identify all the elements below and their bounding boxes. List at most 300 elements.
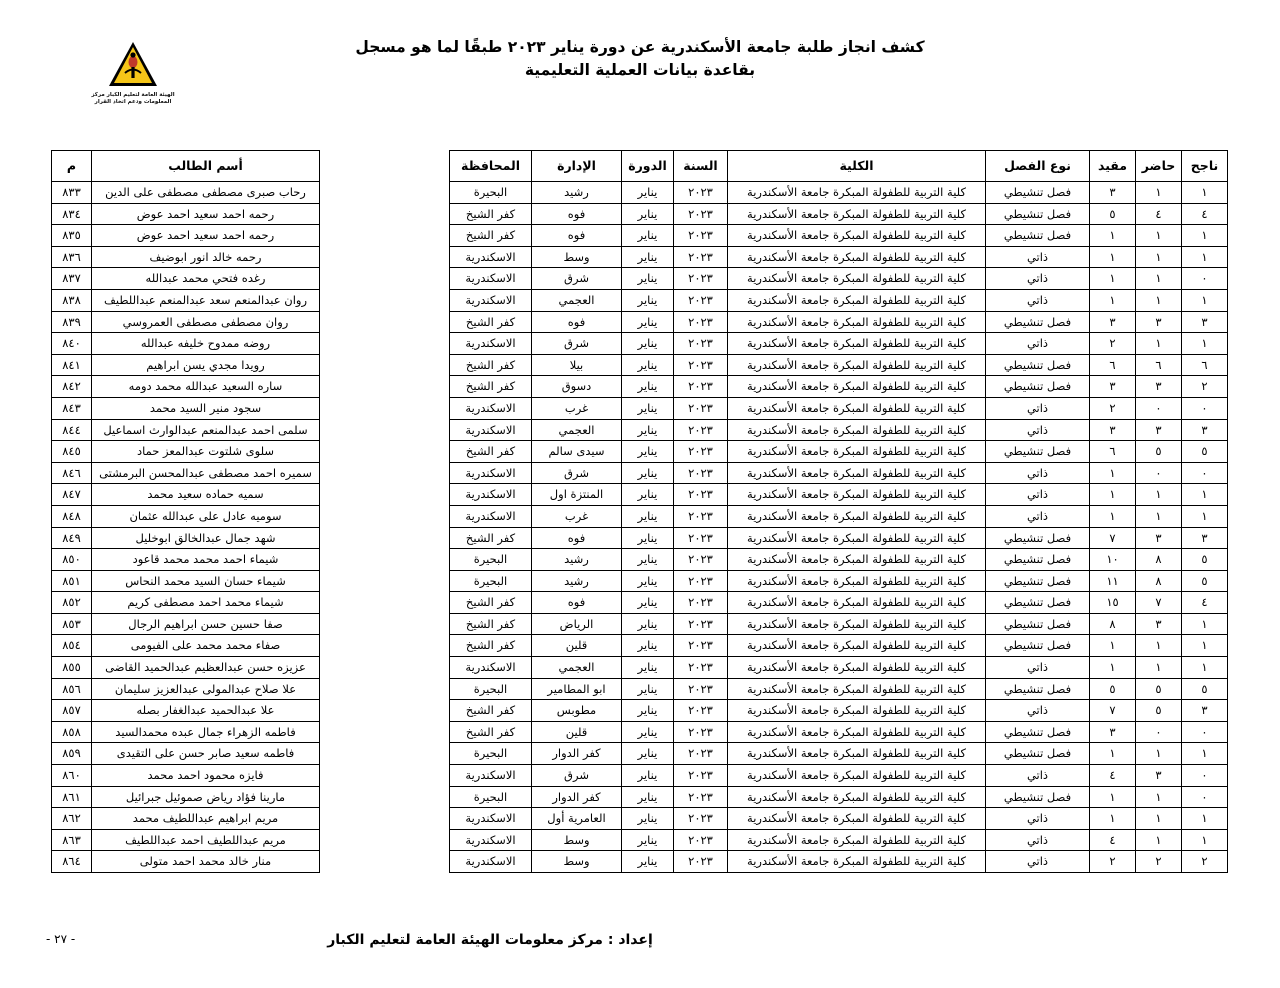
cell-governorate: كفر الشيخ xyxy=(450,635,532,657)
cell-year: ٢٠٢٣ xyxy=(674,441,728,463)
cell-student-name: سميه حماده سعيد محمد xyxy=(92,484,320,506)
cell-class-type: ذاتي xyxy=(986,268,1090,290)
cell-passed: ١ xyxy=(1182,289,1228,311)
cell-spacer xyxy=(320,397,450,419)
cell-administration: كفر الدوار xyxy=(532,786,622,808)
cell-serial: ٨٤٣ xyxy=(52,397,92,419)
cell-enrolled: ١ xyxy=(1090,246,1136,268)
cell-administration: شرق xyxy=(532,462,622,484)
cell-faculty: كلية التربية للطفولة المبكرة جامعة الأسكندرية xyxy=(728,268,986,290)
cell-round: يناير xyxy=(622,527,674,549)
cell-administration: رشيد xyxy=(532,549,622,571)
table-row xyxy=(52,592,1228,614)
cell-enrolled: ١ xyxy=(1090,505,1136,527)
cell-serial: ٨٥٢ xyxy=(52,592,92,614)
cell-administration: كفر الدوار xyxy=(532,743,622,765)
cell-administration: الرياض xyxy=(532,613,622,635)
cell-round: يناير xyxy=(622,441,674,463)
cell-enrolled: ٦ xyxy=(1090,354,1136,376)
cell-student-name: روضه ممدوح خليفه عبدالله xyxy=(92,333,320,355)
cell-spacer xyxy=(320,505,450,527)
cell-spacer xyxy=(320,268,450,290)
cell-enrolled: ١ xyxy=(1090,484,1136,506)
cell-serial: ٨٥٩ xyxy=(52,743,92,765)
cell-attended: ٥ xyxy=(1136,700,1182,722)
column-header-class-type: نوع الفصل xyxy=(986,151,1090,182)
cell-enrolled: ١ xyxy=(1090,808,1136,830)
cell-class-type: ذاتي xyxy=(986,765,1090,787)
cell-faculty: كلية التربية للطفولة المبكرة جامعة الأسكندرية xyxy=(728,462,986,484)
cell-governorate: كفر الشيخ xyxy=(450,311,532,333)
cell-serial: ٨٥٣ xyxy=(52,613,92,635)
cell-class-type: فصل تنشيطي xyxy=(986,311,1090,333)
cell-serial: ٨٦٢ xyxy=(52,808,92,830)
cell-serial: ٨٦٤ xyxy=(52,851,92,873)
cell-year: ٢٠٢٣ xyxy=(674,678,728,700)
cell-faculty: كلية التربية للطفولة المبكرة جامعة الأسكندرية xyxy=(728,613,986,635)
cell-serial: ٨٣٨ xyxy=(52,289,92,311)
cell-governorate: كفر الشيخ xyxy=(450,700,532,722)
cell-class-type: ذاتي xyxy=(986,808,1090,830)
cell-administration: قلين xyxy=(532,635,622,657)
cell-administration: العجمي xyxy=(532,419,622,441)
cell-round: يناير xyxy=(622,635,674,657)
cell-year: ٢٠٢٣ xyxy=(674,376,728,398)
cell-attended: ١ xyxy=(1136,225,1182,247)
cell-passed: ١ xyxy=(1182,635,1228,657)
cell-student-name: روان مصطفى مصطفى العمروسي xyxy=(92,311,320,333)
cell-passed: ١ xyxy=(1182,657,1228,679)
cell-serial: ٨٤٤ xyxy=(52,419,92,441)
cell-enrolled: ٣ xyxy=(1090,376,1136,398)
table-row xyxy=(52,721,1228,743)
cell-attended: ١ xyxy=(1136,268,1182,290)
cell-round: يناير xyxy=(622,203,674,225)
cell-administration: فوه xyxy=(532,527,622,549)
cell-spacer xyxy=(320,354,450,376)
cell-student-name: فاطمه الزهراء جمال عبده محمدالسيد xyxy=(92,721,320,743)
cell-enrolled: ١ xyxy=(1090,743,1136,765)
cell-round: يناير xyxy=(622,397,674,419)
cell-passed: ٥ xyxy=(1182,570,1228,592)
cell-student-name: علا صلاح عبدالمولى عبدالعزيز سليمان xyxy=(92,678,320,700)
cell-student-name: سلمى احمد عبدالمنعم عبدالوارث اسماعيل xyxy=(92,419,320,441)
cell-round: يناير xyxy=(622,657,674,679)
cell-enrolled: ١ xyxy=(1090,786,1136,808)
cell-governorate: الاسكندرية xyxy=(450,484,532,506)
cell-class-type: ذاتي xyxy=(986,462,1090,484)
cell-class-type: ذاتي xyxy=(986,246,1090,268)
table-row xyxy=(52,419,1228,441)
cell-passed: ١ xyxy=(1182,808,1228,830)
cell-administration: رشيد xyxy=(532,570,622,592)
cell-administration: غرب xyxy=(532,397,622,419)
cell-attended: ٣ xyxy=(1136,765,1182,787)
cell-faculty: كلية التربية للطفولة المبكرة جامعة الأسكندرية xyxy=(728,678,986,700)
cell-year: ٢٠٢٣ xyxy=(674,505,728,527)
cell-student-name: رحاب صبرى مصطفى مصطفى على الدين xyxy=(92,182,320,204)
cell-spacer xyxy=(320,333,450,355)
cell-class-type: ذاتي xyxy=(986,829,1090,851)
cell-administration: رشيد xyxy=(532,182,622,204)
cell-enrolled: ٣ xyxy=(1090,311,1136,333)
cell-student-name: مريم ابراهيم عبداللطيف محمد xyxy=(92,808,320,830)
cell-enrolled: ٣ xyxy=(1090,419,1136,441)
cell-student-name: رحمه خالد انور ابوضيف xyxy=(92,246,320,268)
cell-serial: ٨٣٥ xyxy=(52,225,92,247)
cell-attended: ٣ xyxy=(1136,376,1182,398)
cell-spacer xyxy=(320,721,450,743)
cell-enrolled: ٢ xyxy=(1090,397,1136,419)
table-header-row xyxy=(52,151,1228,182)
cell-enrolled: ١ xyxy=(1090,268,1136,290)
cell-class-type: فصل تنشيطي xyxy=(986,721,1090,743)
cell-passed: ٦ xyxy=(1182,354,1228,376)
cell-year: ٢٠٢٣ xyxy=(674,765,728,787)
cell-faculty: كلية التربية للطفولة المبكرة جامعة الأسكندرية xyxy=(728,505,986,527)
cell-faculty: كلية التربية للطفولة المبكرة جامعة الأسكندرية xyxy=(728,441,986,463)
cell-spacer xyxy=(320,462,450,484)
cell-enrolled: ٤ xyxy=(1090,829,1136,851)
cell-enrolled: ٢ xyxy=(1090,333,1136,355)
cell-governorate: الاسكندرية xyxy=(450,397,532,419)
cell-student-name: عزيزه حسن عبدالعظيم عبدالحميد القاضى xyxy=(92,657,320,679)
cell-enrolled: ١ xyxy=(1090,657,1136,679)
cell-attended: ٨ xyxy=(1136,570,1182,592)
cell-serial: ٨٣٧ xyxy=(52,268,92,290)
table-row xyxy=(52,397,1228,419)
cell-serial: ٨٣٩ xyxy=(52,311,92,333)
table-row xyxy=(52,808,1228,830)
cell-round: يناير xyxy=(622,743,674,765)
cell-attended: ١ xyxy=(1136,182,1182,204)
cell-attended: ٣ xyxy=(1136,613,1182,635)
cell-passed: ١ xyxy=(1182,246,1228,268)
cell-passed: ٢ xyxy=(1182,851,1228,873)
cell-passed: ٤ xyxy=(1182,203,1228,225)
cell-passed: ٣ xyxy=(1182,419,1228,441)
cell-round: يناير xyxy=(622,829,674,851)
cell-student-name: علا عبدالحميد عبدالغفار بصله xyxy=(92,700,320,722)
cell-round: يناير xyxy=(622,786,674,808)
cell-class-type: فصل تنشيطي xyxy=(986,592,1090,614)
cell-round: يناير xyxy=(622,613,674,635)
cell-faculty: كلية التربية للطفولة المبكرة جامعة الأسكندرية xyxy=(728,203,986,225)
cell-spacer xyxy=(320,203,450,225)
cell-governorate: الاسكندرية xyxy=(450,419,532,441)
cell-attended: ٥ xyxy=(1136,441,1182,463)
cell-governorate: الاسكندرية xyxy=(450,808,532,830)
cell-governorate: كفر الشيخ xyxy=(450,527,532,549)
cell-year: ٢٠٢٣ xyxy=(674,700,728,722)
table-row xyxy=(52,289,1228,311)
cell-year: ٢٠٢٣ xyxy=(674,786,728,808)
cell-administration: المنتزة اول xyxy=(532,484,622,506)
cell-administration: فوه xyxy=(532,311,622,333)
cell-year: ٢٠٢٣ xyxy=(674,203,728,225)
table-row xyxy=(52,225,1228,247)
table-row xyxy=(52,527,1228,549)
cell-class-type: فصل تنشيطي xyxy=(986,376,1090,398)
cell-round: يناير xyxy=(622,376,674,398)
cell-attended: ٠ xyxy=(1136,721,1182,743)
cell-serial: ٨٥٤ xyxy=(52,635,92,657)
cell-faculty: كلية التربية للطفولة المبكرة جامعة الأسكندرية xyxy=(728,786,986,808)
table-row xyxy=(52,635,1228,657)
cell-passed: ١ xyxy=(1182,743,1228,765)
cell-administration: وسط xyxy=(532,851,622,873)
cell-spacer xyxy=(320,376,450,398)
cell-spacer xyxy=(320,765,450,787)
cell-class-type: ذاتي xyxy=(986,333,1090,355)
cell-passed: ١ xyxy=(1182,225,1228,247)
cell-round: يناير xyxy=(622,182,674,204)
cell-student-name: سجود منير السيد محمد xyxy=(92,397,320,419)
cell-enrolled: ١ xyxy=(1090,225,1136,247)
cell-year: ٢٠٢٣ xyxy=(674,635,728,657)
cell-governorate: البحيرة xyxy=(450,182,532,204)
cell-passed: ١ xyxy=(1182,829,1228,851)
cell-class-type: ذاتي xyxy=(986,657,1090,679)
cell-enrolled: ٣ xyxy=(1090,721,1136,743)
cell-administration: شرق xyxy=(532,765,622,787)
cell-administration: شرق xyxy=(532,268,622,290)
cell-attended: ٣ xyxy=(1136,527,1182,549)
cell-faculty: كلية التربية للطفولة المبكرة جامعة الأسكندرية xyxy=(728,700,986,722)
cell-student-name: رويدا مجدي يسن ابراهيم xyxy=(92,354,320,376)
logo-caption: الهيئة العامة لتعليم الكبار مركز المعلومات ودعم اتخاذ القرار xyxy=(91,92,175,105)
column-header-administration: الإدارة xyxy=(532,151,622,182)
cell-spacer xyxy=(320,678,450,700)
cell-attended: ١ xyxy=(1136,657,1182,679)
cell-year: ٢٠٢٣ xyxy=(674,657,728,679)
cell-faculty: كلية التربية للطفولة المبكرة جامعة الأسكندرية xyxy=(728,376,986,398)
cell-passed: ٥ xyxy=(1182,678,1228,700)
cell-enrolled: ٧ xyxy=(1090,527,1136,549)
cell-governorate: الاسكندرية xyxy=(450,268,532,290)
column-header-attended: حاضر xyxy=(1136,151,1182,182)
cell-faculty: كلية التربية للطفولة المبكرة جامعة الأسكندرية xyxy=(728,657,986,679)
cell-faculty: كلية التربية للطفولة المبكرة جامعة الأسكندرية xyxy=(728,333,986,355)
cell-attended: ١ xyxy=(1136,505,1182,527)
cell-attended: ١ xyxy=(1136,786,1182,808)
cell-student-name: سميره احمد مصطفى عبدالمحسن البرمشتى xyxy=(92,462,320,484)
cell-year: ٢٠٢٣ xyxy=(674,333,728,355)
cell-student-name: سلوى شلتوت عبدالمعز حماد xyxy=(92,441,320,463)
cell-faculty: كلية التربية للطفولة المبكرة جامعة الأسكندرية xyxy=(728,527,986,549)
cell-governorate: الاسكندرية xyxy=(450,333,532,355)
cell-year: ٢٠٢٣ xyxy=(674,549,728,571)
cell-round: يناير xyxy=(622,851,674,873)
cell-administration: سيدى سالم xyxy=(532,441,622,463)
cell-student-name: روان عبدالمنعم سعد عبدالمنعم عبداللطيف xyxy=(92,289,320,311)
cell-student-name: شيماء حسان السيد محمد النحاس xyxy=(92,570,320,592)
table-row xyxy=(52,441,1228,463)
cell-class-type: ذاتي xyxy=(986,484,1090,506)
cell-spacer xyxy=(320,592,450,614)
cell-class-type: ذاتي xyxy=(986,397,1090,419)
cell-attended: ٧ xyxy=(1136,592,1182,614)
cell-serial: ٨٣٣ xyxy=(52,182,92,204)
cell-faculty: كلية التربية للطفولة المبكرة جامعة الأسكندرية xyxy=(728,592,986,614)
cell-faculty: كلية التربية للطفولة المبكرة جامعة الأسكندرية xyxy=(728,289,986,311)
cell-serial: ٨٥٨ xyxy=(52,721,92,743)
cell-serial: ٨٤٠ xyxy=(52,333,92,355)
cell-administration: ابو المطامير xyxy=(532,678,622,700)
cell-student-name: رحمه احمد سعيد احمد عوض xyxy=(92,225,320,247)
table-row xyxy=(52,484,1228,506)
cell-serial: ٨٤٥ xyxy=(52,441,92,463)
cell-round: يناير xyxy=(622,484,674,506)
cell-year: ٢٠٢٣ xyxy=(674,182,728,204)
cell-faculty: كلية التربية للطفولة المبكرة جامعة الأسكندرية xyxy=(728,570,986,592)
table-row xyxy=(52,743,1228,765)
cell-student-name: شهد جمال عبدالخالق ابوخليل xyxy=(92,527,320,549)
cell-enrolled: ٣ xyxy=(1090,182,1136,204)
cell-spacer xyxy=(320,527,450,549)
cell-class-type: ذاتي xyxy=(986,700,1090,722)
document-header xyxy=(0,36,1280,116)
cell-enrolled: ٥ xyxy=(1090,678,1136,700)
cell-enrolled: ١ xyxy=(1090,289,1136,311)
cell-round: يناير xyxy=(622,700,674,722)
column-header-faculty: الكلية xyxy=(728,151,986,182)
table-row xyxy=(52,333,1228,355)
cell-year: ٢٠٢٣ xyxy=(674,419,728,441)
cell-class-type: ذاتي xyxy=(986,505,1090,527)
cell-faculty: كلية التربية للطفولة المبكرة جامعة الأسكندرية xyxy=(728,743,986,765)
cell-round: يناير xyxy=(622,721,674,743)
cell-student-name: رغده فتحي محمد عبدالله xyxy=(92,268,320,290)
cell-faculty: كلية التربية للطفولة المبكرة جامعة الأسكندرية xyxy=(728,549,986,571)
cell-class-type: فصل تنشيطي xyxy=(986,635,1090,657)
cell-year: ٢٠٢٣ xyxy=(674,484,728,506)
cell-enrolled: ٥ xyxy=(1090,203,1136,225)
cell-passed: ٥ xyxy=(1182,549,1228,571)
cell-round: يناير xyxy=(622,354,674,376)
cell-governorate: كفر الشيخ xyxy=(450,376,532,398)
cell-attended: ١ xyxy=(1136,484,1182,506)
cell-serial: ٨٣٦ xyxy=(52,246,92,268)
cell-year: ٢٠٢٣ xyxy=(674,268,728,290)
cell-attended: ٠ xyxy=(1136,462,1182,484)
table-header xyxy=(52,151,1228,182)
cell-administration: غرب xyxy=(532,505,622,527)
cell-passed: ١ xyxy=(1182,505,1228,527)
cell-student-name: صفاء محمد محمد على الفيومى xyxy=(92,635,320,657)
cell-governorate: كفر الشيخ xyxy=(450,225,532,247)
cell-student-name: فايزه محمود احمد محمد xyxy=(92,765,320,787)
page-title: كشف انجاز طلبة جامعة الأسكندرية عن دورة يناير ٢٠٢٣ طبقًا لما هو مسجل بقاعدة بيانات العملية التعليمية xyxy=(355,38,925,80)
cell-faculty: كلية التربية للطفولة المبكرة جامعة الأسكندرية xyxy=(728,311,986,333)
cell-spacer xyxy=(320,182,450,204)
cell-serial: ٨٤٧ xyxy=(52,484,92,506)
cell-student-name: رحمه احمد سعيد احمد عوض xyxy=(92,203,320,225)
cell-enrolled: ٨ xyxy=(1090,613,1136,635)
cell-administration: فوه xyxy=(532,592,622,614)
cell-serial: ٨٤٩ xyxy=(52,527,92,549)
cell-serial: ٨٥٧ xyxy=(52,700,92,722)
table-row xyxy=(52,311,1228,333)
column-header-round: الدورة xyxy=(622,151,674,182)
cell-spacer xyxy=(320,246,450,268)
cell-year: ٢٠٢٣ xyxy=(674,246,728,268)
column-header-student-name: أسم الطالب xyxy=(92,151,320,182)
table-row xyxy=(52,786,1228,808)
cell-class-type: ذاتي xyxy=(986,419,1090,441)
cell-attended: ١ xyxy=(1136,829,1182,851)
table-row xyxy=(52,203,1228,225)
cell-governorate: كفر الشيخ xyxy=(450,441,532,463)
table-row xyxy=(52,505,1228,527)
cell-attended: ١ xyxy=(1136,289,1182,311)
cell-faculty: كلية التربية للطفولة المبكرة جامعة الأسكندرية xyxy=(728,808,986,830)
cell-class-type: ذاتي xyxy=(986,851,1090,873)
cell-administration: وسط xyxy=(532,246,622,268)
cell-faculty: كلية التربية للطفولة المبكرة جامعة الأسكندرية xyxy=(728,635,986,657)
cell-round: يناير xyxy=(622,570,674,592)
cell-passed: ٤ xyxy=(1182,592,1228,614)
cell-attended: ١ xyxy=(1136,808,1182,830)
cell-governorate: كفر الشيخ xyxy=(450,613,532,635)
cell-serial: ٨٤٦ xyxy=(52,462,92,484)
cell-serial: ٨٤٢ xyxy=(52,376,92,398)
cell-spacer xyxy=(320,225,450,247)
cell-administration: فوه xyxy=(532,203,622,225)
cell-student-name: منار خالد محمد احمد متولى xyxy=(92,851,320,873)
cell-serial: ٨٥٠ xyxy=(52,549,92,571)
cell-round: يناير xyxy=(622,462,674,484)
cell-spacer xyxy=(320,635,450,657)
cell-attended: ١ xyxy=(1136,635,1182,657)
cell-round: يناير xyxy=(622,333,674,355)
cell-passed: ٣ xyxy=(1182,527,1228,549)
cell-administration: العجمي xyxy=(532,657,622,679)
cell-passed: ٠ xyxy=(1182,721,1228,743)
cell-spacer xyxy=(320,441,450,463)
cell-round: يناير xyxy=(622,505,674,527)
cell-class-type: فصل تنشيطي xyxy=(986,441,1090,463)
column-header-spacer xyxy=(320,151,450,182)
table-row xyxy=(52,678,1228,700)
cell-serial: ٨٦٠ xyxy=(52,765,92,787)
cell-round: يناير xyxy=(622,549,674,571)
cell-governorate: كفر الشيخ xyxy=(450,354,532,376)
cell-serial: ٨٥١ xyxy=(52,570,92,592)
cell-governorate: الاسكندرية xyxy=(450,657,532,679)
cell-faculty: كلية التربية للطفولة المبكرة جامعة الأسكندرية xyxy=(728,397,986,419)
cell-serial: ٨٤٨ xyxy=(52,505,92,527)
cell-year: ٢٠٢٣ xyxy=(674,527,728,549)
cell-class-type: فصل تنشيطي xyxy=(986,549,1090,571)
cell-faculty: كلية التربية للطفولة المبكرة جامعة الأسكندرية xyxy=(728,484,986,506)
cell-class-type: ذاتي xyxy=(986,289,1090,311)
cell-spacer xyxy=(320,657,450,679)
table-row xyxy=(52,851,1228,873)
cell-faculty: كلية التربية للطفولة المبكرة جامعة الأسكندرية xyxy=(728,851,986,873)
cell-administration: بيلا xyxy=(532,354,622,376)
cell-class-type: فصل تنشيطي xyxy=(986,354,1090,376)
cell-governorate: الاسكندرية xyxy=(450,462,532,484)
column-header-serial: م xyxy=(52,151,92,182)
cell-administration: شرق xyxy=(532,333,622,355)
cell-round: يناير xyxy=(622,808,674,830)
students-table-container xyxy=(52,150,1228,873)
cell-student-name: مريم عبداللطيف احمد عبداللطيف xyxy=(92,829,320,851)
cell-passed: ١ xyxy=(1182,613,1228,635)
cell-year: ٢٠٢٣ xyxy=(674,289,728,311)
cell-class-type: فصل تنشيطي xyxy=(986,527,1090,549)
